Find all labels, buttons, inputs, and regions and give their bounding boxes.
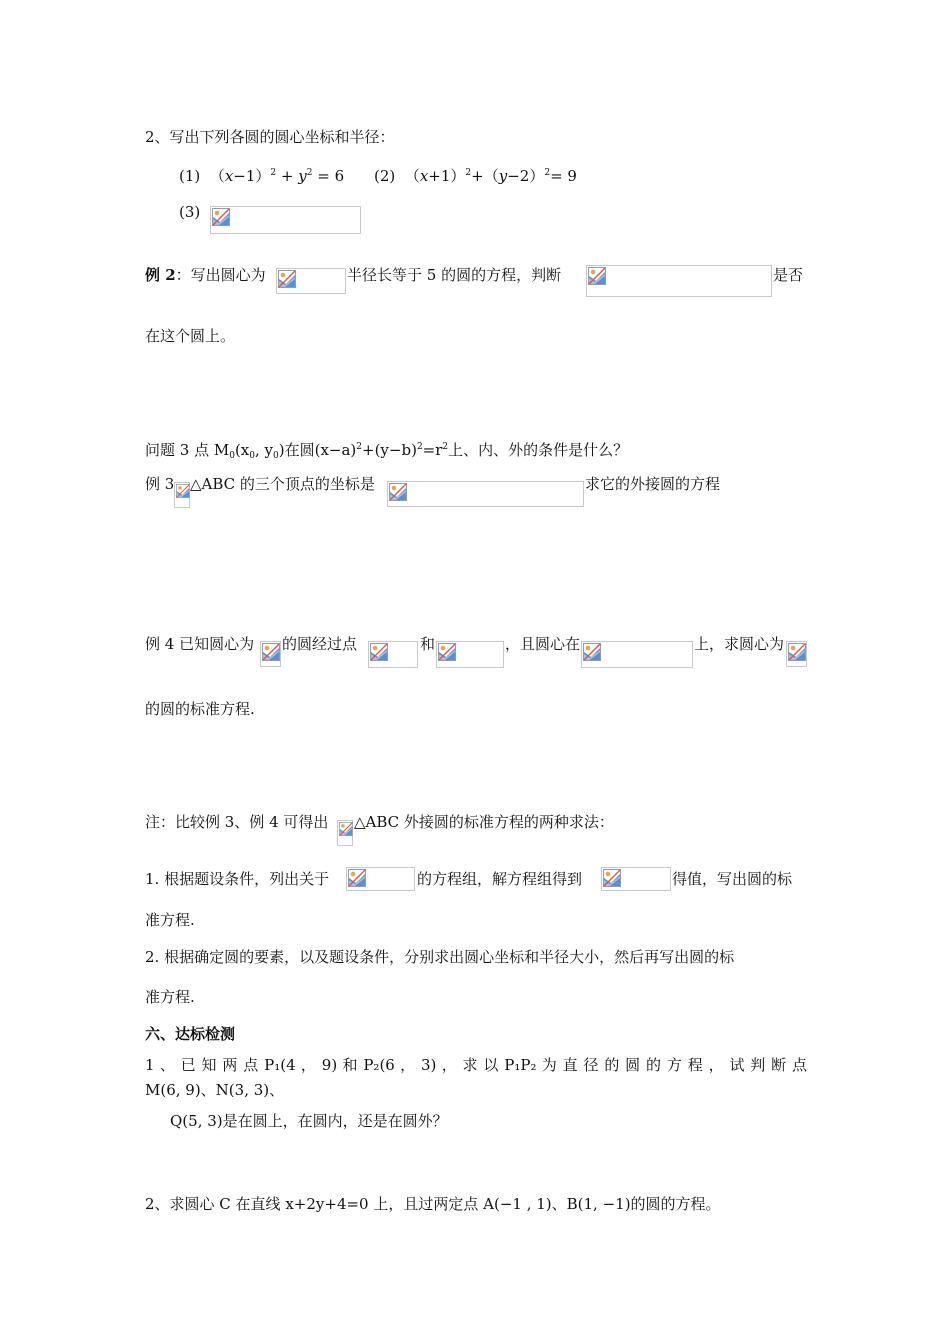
ex3-text-b: △ABC 的三个顶点的坐标是 bbox=[190, 475, 375, 493]
section6-q1-line3: Q(5, 3)是在圆上，在圆内，还是在圆外？ bbox=[170, 1112, 448, 1130]
broken-image-icon bbox=[583, 643, 601, 661]
formula-image-placeholder bbox=[786, 641, 807, 667]
formula-image-placeholder bbox=[586, 265, 772, 297]
note-m1-b: 的方程组，解方程组得到 bbox=[417, 870, 583, 888]
note-m1-d: 准方程. bbox=[145, 911, 195, 929]
ex4-text-e: 上，求圆心为 bbox=[694, 635, 785, 653]
note-m2-a: 2. 根据确定圆的要素，以及题设条件，分别求出圆心坐标和半径大小，然后再写出圆的标 bbox=[145, 948, 735, 966]
formula-image-placeholder bbox=[436, 641, 504, 668]
note-m1-c: 得值，写出圆的标 bbox=[672, 870, 793, 888]
note-title-b: △ABC 外接圆的标准方程的两种求法： bbox=[354, 813, 614, 831]
formula-image-placeholder bbox=[346, 867, 415, 891]
q2-item3-prefix: (3) bbox=[179, 203, 201, 221]
broken-image-icon bbox=[212, 208, 230, 226]
formula-image-placeholder bbox=[260, 641, 281, 667]
ex4-text-c: 和 bbox=[420, 635, 436, 653]
broken-image-icon bbox=[389, 483, 407, 501]
broken-image-icon bbox=[603, 869, 621, 887]
ex4-text-b: 的圆经过点 bbox=[282, 635, 358, 653]
broken-image-icon bbox=[370, 643, 388, 661]
section6-q1-line2: M(6, 9)、N(3, 3)、 bbox=[145, 1081, 285, 1099]
broken-image-icon bbox=[262, 643, 280, 661]
q2-item1: (1) $(x-1)^2 + y^2 = 6$ bbox=[179, 167, 345, 185]
q2-item2: (2) $(x+1)^2+(y-2)^2= 9$ bbox=[374, 167, 577, 185]
broken-image-icon bbox=[176, 484, 190, 498]
ex2-line1: 例 2：写出圆心为 bbox=[145, 266, 266, 284]
ex4-text-a: 例 4 已知圆心为 bbox=[145, 635, 255, 653]
ex3-label: 例 3 bbox=[145, 475, 175, 493]
formula-image-placeholder bbox=[601, 867, 671, 891]
formula-image-placeholder bbox=[276, 268, 346, 294]
formula-image-placeholder bbox=[368, 641, 418, 668]
broken-image-icon bbox=[588, 267, 606, 285]
ex2-line2: 在这个圆上。 bbox=[145, 327, 236, 345]
ex2-text-c: 是否 bbox=[773, 266, 804, 284]
ex4-text-d: ，且圆心在 bbox=[505, 635, 581, 653]
broken-image-icon bbox=[339, 822, 353, 836]
section6-q2: 2、求圆心 C 在直线 x+2y+4=0 上，且过两定点 A(−1 , 1)、B(1, −1)的圆的方程。 bbox=[145, 1195, 721, 1213]
formula-image-placeholder bbox=[581, 641, 693, 668]
ex2-text-b: 半径长等于 5 的圆的方程，判断 bbox=[347, 266, 562, 284]
ex3-text-c: 求它的外接圆的方程 bbox=[585, 475, 721, 493]
note-m1-a: 1. 根据题设条件，列出关于 bbox=[145, 870, 330, 888]
section6-q1-line1: 1 、 已 知 两 点 P₁(4 ， 9) 和 P₂(6 ， 3) ， 求 以 P₁P₂ 为 直 径 的 圆 的 方 程 ， 试 判 断 点 bbox=[145, 1056, 807, 1074]
broken-image-icon bbox=[348, 869, 366, 887]
ex4-text-f: 的圆的标准方程. bbox=[145, 700, 255, 718]
note-title-a: 注：比较例 3、例 4 可得出 bbox=[145, 813, 329, 831]
note-m2-b: 准方程. bbox=[145, 988, 195, 1006]
formula-image-placeholder bbox=[337, 820, 353, 846]
broken-image-icon bbox=[438, 643, 456, 661]
section6-heading: 六、达标检测 bbox=[145, 1025, 236, 1043]
q2-title: 2、写出下列各圆的圆心坐标和半径： bbox=[145, 128, 395, 146]
formula-image-placeholder bbox=[174, 482, 190, 508]
formula-image-placeholder bbox=[387, 481, 584, 507]
formula-image-placeholder bbox=[210, 206, 361, 234]
broken-image-icon bbox=[788, 643, 806, 661]
problem3: 问题 3 点 $M_0(x_0$, $y_0$)在圆$(x-a)^2+(y-b)^2=r^2$上、内、外的条件是什么？ bbox=[145, 441, 629, 461]
broken-image-icon bbox=[278, 270, 296, 288]
